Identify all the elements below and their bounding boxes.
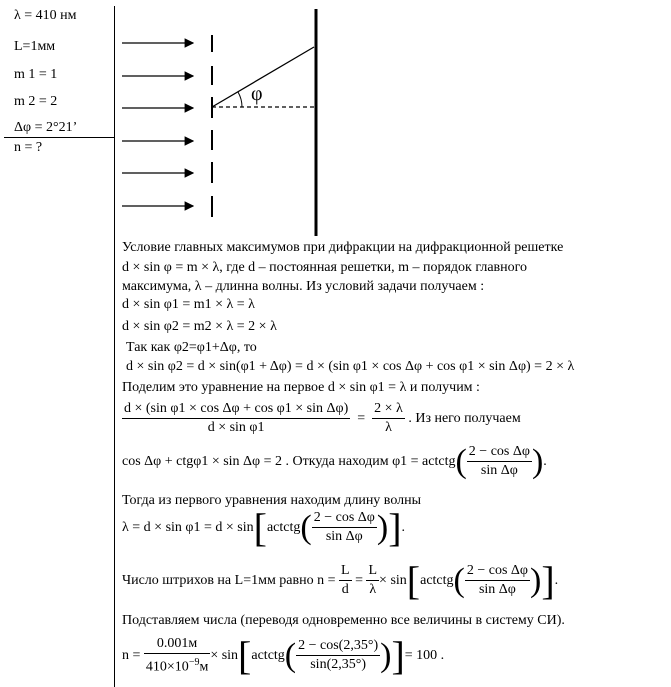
diffraction-diagram [115, 0, 345, 240]
paragraph-line-2: d × sin φ = m × λ, где d – постоянная решетки, m – порядок главного [122, 260, 528, 275]
given-m1: m 1 = 1 [14, 67, 58, 82]
equation-final: n = $\frac{0.001м}{410\times 10^{-9}м}$ × sin[actctg( $\frac{2 - \cos(2,35^\circ)}{\sin(2,35^\circ)}$ )]= 100 . [122, 632, 445, 678]
substitute-line: Подставляем числа (переводя одновременно все величины в систему СИ). [122, 613, 565, 628]
given-m2: m 2 = 2 [14, 94, 58, 109]
fraction-equation: $\frac{\text{d × (sin φ1 × cos Δφ + cos φ1 × sin Δφ)}}{\text{d × sin φ1}}$ = $\frac{2 \times \lambda}{\lambda}$ . Из него получаем [124, 401, 521, 435]
equation-6: Число штрихов на L=1мм равно n = $\frac{L}{d}$ = $\frac{L}{\lambda}$ × sin[actctg( $\frac{\text{2 − cos Δφ}}{\text{sin Δφ}}$ )]. [122, 557, 559, 603]
fraction-1: $\frac{\text{d × (sin φ1 × cos Δφ + cos φ1 × sin Δφ)}}{\text{d × sin φ1}}$ [124, 401, 349, 435]
divide-line: Поделим это уравнение на первое d × sin φ1 = λ и получим : [122, 380, 480, 395]
since-line: Так как φ2=φ1+Δφ, то [126, 340, 257, 355]
fraction-numeric: $\frac{0.001м}{410\times 10^{-9}м}$ [145, 636, 209, 675]
equation-1: d × sin φ1 = m1 × λ = λ [122, 297, 255, 312]
then-line: Тогда из первого уравнения находим длину волны [122, 493, 422, 508]
fraction-3: $\frac{\text{2 − cos Δφ}}{\text{sin Δφ}}$ [468, 444, 530, 478]
given-find: n = ? [14, 140, 43, 155]
diffracted-ray [212, 47, 314, 107]
horizontal-divider [4, 137, 115, 138]
equation-5: λ = d × sin φ1 = d × sin[actctg( $\frac{\text{2 − cos Δφ}}{\text{sin Δφ}}$ )]. [122, 504, 406, 550]
angle-arc [238, 92, 242, 107]
fraction-L-d: $\frac{L}{d}$ [341, 563, 350, 597]
equation-2: d × sin φ2 = m2 × λ = 2 × λ [122, 319, 277, 334]
fraction-5: $\frac{\text{2 − cos Δφ}}{\text{sin Δφ}}$ [466, 563, 528, 597]
paragraph-line-3: максимума, λ – длинна волны. Из условий задачи получаем : [122, 279, 485, 294]
paragraph-line-1: Условие главных максимумов при дифракции на дифракционной решетке [122, 240, 564, 255]
fraction-2: $\frac{2 \times \lambda}{\lambda}$ [374, 401, 403, 435]
fraction-L-lambda: $\frac{L}{\lambda}$ [368, 563, 378, 597]
given-lambda: λ = 410 нм [14, 8, 77, 23]
given-dphi: Δφ = 2°21’ [14, 120, 78, 135]
given-L: L=1мм [14, 39, 56, 54]
equation-3: d × sin φ2 = d × sin(φ1 + Δφ) = d × (sin φ1 × cos Δφ + cos φ1 × sin Δφ) = 2 × λ [126, 359, 575, 374]
equation-4: cos Δφ + ctgφ1 × sin Δφ = 2 . Откуда находим φ1 = actctg( $\frac{\text{2 − cos Δφ}}{\text{sin Δφ}}$ ). [122, 442, 547, 480]
fraction-4: $\frac{\text{2 − cos Δφ}}{\text{sin Δφ}}$ [313, 510, 375, 544]
incident-rays [122, 43, 193, 206]
fraction-cos-sin: $\frac{2 - \cos(2,35^\circ)}{\sin(2,35^\circ)}$ [298, 638, 379, 673]
phi-label: φ [251, 83, 263, 105]
